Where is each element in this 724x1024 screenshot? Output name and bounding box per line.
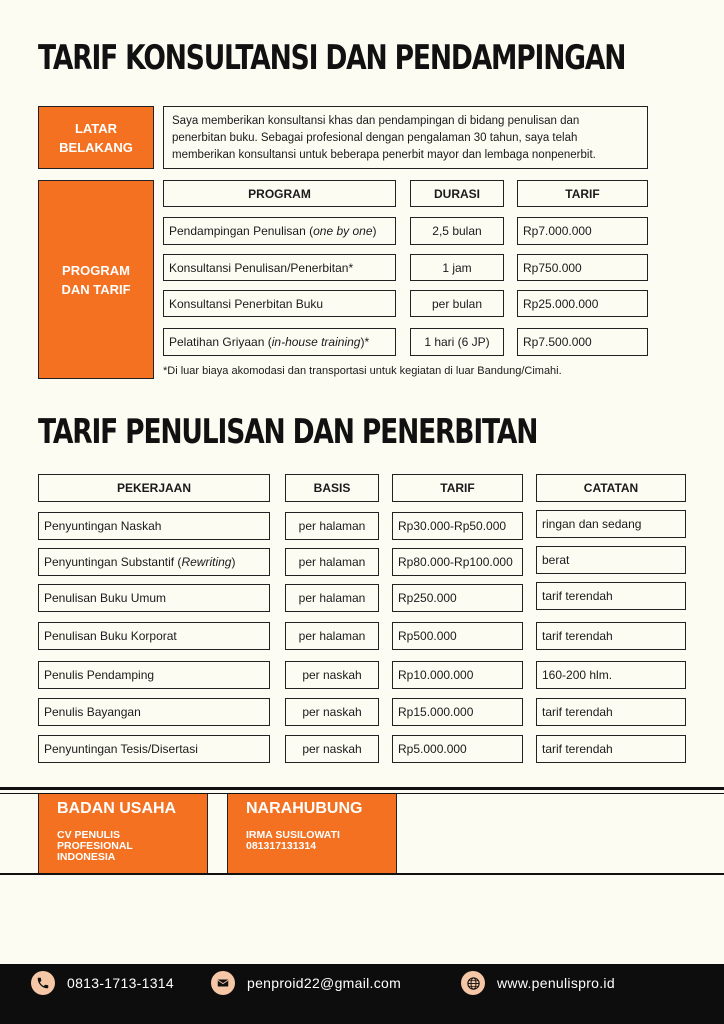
background-text-line3: memberikan konsultansi untuk beberapa penerbit mayor dan lembaga nonpenerbit. xyxy=(172,149,596,161)
header-fee: TARIF xyxy=(392,474,523,502)
program-cell: Konsultansi Penerbitan Buku xyxy=(163,290,396,317)
work-cell: Penulisan Buku Umum xyxy=(38,584,270,612)
writing-title: TARIF PENULISAN DAN PENERBITAN xyxy=(38,412,538,452)
background-text xyxy=(163,106,648,169)
duration-cell: per bulan xyxy=(410,290,504,317)
program-label-line2: DAN TARIF xyxy=(61,281,131,297)
background-label xyxy=(38,106,154,169)
fee-cell: Rp5.000.000 xyxy=(392,735,523,763)
fee-cell: Rp15.000.000 xyxy=(392,698,523,726)
footer-phone-text: 0813-1713-1314 xyxy=(67,975,174,991)
background-text-line1: Saya memberikan konsultansi khas dan pendampingan di bidang penulisan dan xyxy=(172,115,580,127)
contact-phone: 081317131314 xyxy=(246,840,317,852)
basis-cell: per halaman xyxy=(285,622,379,650)
business-box xyxy=(38,794,208,873)
work-cell: Penyuntingan Substantif ( Rewriting ) xyxy=(38,548,270,576)
note-cell: berat xyxy=(536,546,686,574)
duration-cell: 2,5 bulan xyxy=(410,217,504,245)
header-program: PROGRAM xyxy=(163,180,396,207)
program-cell: Pendampingan Penulisan ( one by one ) xyxy=(163,217,396,245)
mail-icon xyxy=(211,971,235,995)
basis-cell: per naskah xyxy=(285,661,379,689)
divider-bottom xyxy=(0,873,724,875)
header-fee: TARIF xyxy=(517,180,648,207)
footer-phone[interactable] xyxy=(31,971,174,995)
contact-heading: NARAHUBUNG xyxy=(246,800,363,817)
work-cell: Penulis Bayangan xyxy=(38,698,270,726)
work-cell: Penyuntingan Naskah xyxy=(38,512,270,540)
consult-title: TARIF KONSULTANSI DAN PENDAMPINGAN xyxy=(38,38,626,78)
footnote: *Di luar biaya akomodasi dan transportasi untuk kegiatan di luar Bandung/Cimahi. xyxy=(163,365,562,377)
fee-cell: Rp750.000 xyxy=(517,254,648,281)
note-cell: tarif terendah xyxy=(536,698,686,726)
header-note: CATATAN xyxy=(536,474,686,502)
work-cell: Penulis Pendamping xyxy=(38,661,270,689)
note-cell: ringan dan sedang xyxy=(536,510,686,538)
background-label-line1: LATAR xyxy=(74,120,118,136)
duration-cell: 1 hari (6 JP) xyxy=(410,328,504,356)
basis-cell: per halaman xyxy=(285,512,379,540)
basis-cell: per naskah xyxy=(285,698,379,726)
note-cell: tarif terendah xyxy=(536,735,686,763)
program-label xyxy=(38,180,154,379)
header-basis: BASIS xyxy=(285,474,379,502)
basis-cell: per halaman xyxy=(285,584,379,612)
program-cell: Konsultansi Penulisan/Penerbitan* xyxy=(163,254,396,281)
fee-cell: Rp25.000.000 xyxy=(517,290,648,317)
footer-website-text: www.penulispro.id xyxy=(497,975,615,991)
business-line3: INDONESIA xyxy=(57,851,116,863)
fee-cell: Rp500.000 xyxy=(392,622,523,650)
globe-icon xyxy=(461,971,485,995)
fee-cell: Rp250.000 xyxy=(392,584,523,612)
phone-icon xyxy=(31,971,55,995)
note-cell: tarif terendah xyxy=(536,622,686,650)
business-line1: CV PENULIS xyxy=(57,829,121,841)
footer-email[interactable] xyxy=(211,971,401,995)
basis-cell: per naskah xyxy=(285,735,379,763)
work-cell: Penulisan Buku Korporat xyxy=(38,622,270,650)
fee-cell: Rp7.000.000 xyxy=(517,217,648,245)
header-duration: DURASI xyxy=(410,180,504,207)
program-cell: Pelatihan Griyaan ( in-house training )* xyxy=(163,328,396,356)
business-heading: BADAN USAHA xyxy=(57,800,177,817)
fee-cell: Rp30.000-Rp50.000 xyxy=(392,512,523,540)
fee-cell: Rp10.000.000 xyxy=(392,661,523,689)
background-label-line2: BELAKANG xyxy=(59,139,133,155)
fee-cell: Rp80.000-Rp100.000 xyxy=(392,548,523,576)
fee-cell: Rp7.500.000 xyxy=(517,328,648,356)
program-label-line1: PROGRAM xyxy=(62,262,130,278)
work-cell: Penyuntingan Tesis/Disertasi xyxy=(38,735,270,763)
note-cell: 160-200 hlm. xyxy=(536,661,686,689)
footer-website[interactable] xyxy=(461,971,615,995)
business-line2: PROFESIONAL xyxy=(57,840,133,852)
contact-box xyxy=(227,794,397,873)
footer-email-text: penproid22@gmail.com xyxy=(247,975,402,991)
duration-cell: 1 jam xyxy=(410,254,504,281)
divider-top xyxy=(0,787,724,790)
background-text-line2: penerbitan buku. Sebagai profesional dengan pengalaman 30 tahun, saya telah xyxy=(172,132,578,144)
basis-cell: per halaman xyxy=(285,548,379,576)
note-cell: tarif terendah xyxy=(536,582,686,610)
header-work: PEKERJAAN xyxy=(38,474,270,502)
contact-name: IRMA SUSILOWATI xyxy=(246,829,340,841)
